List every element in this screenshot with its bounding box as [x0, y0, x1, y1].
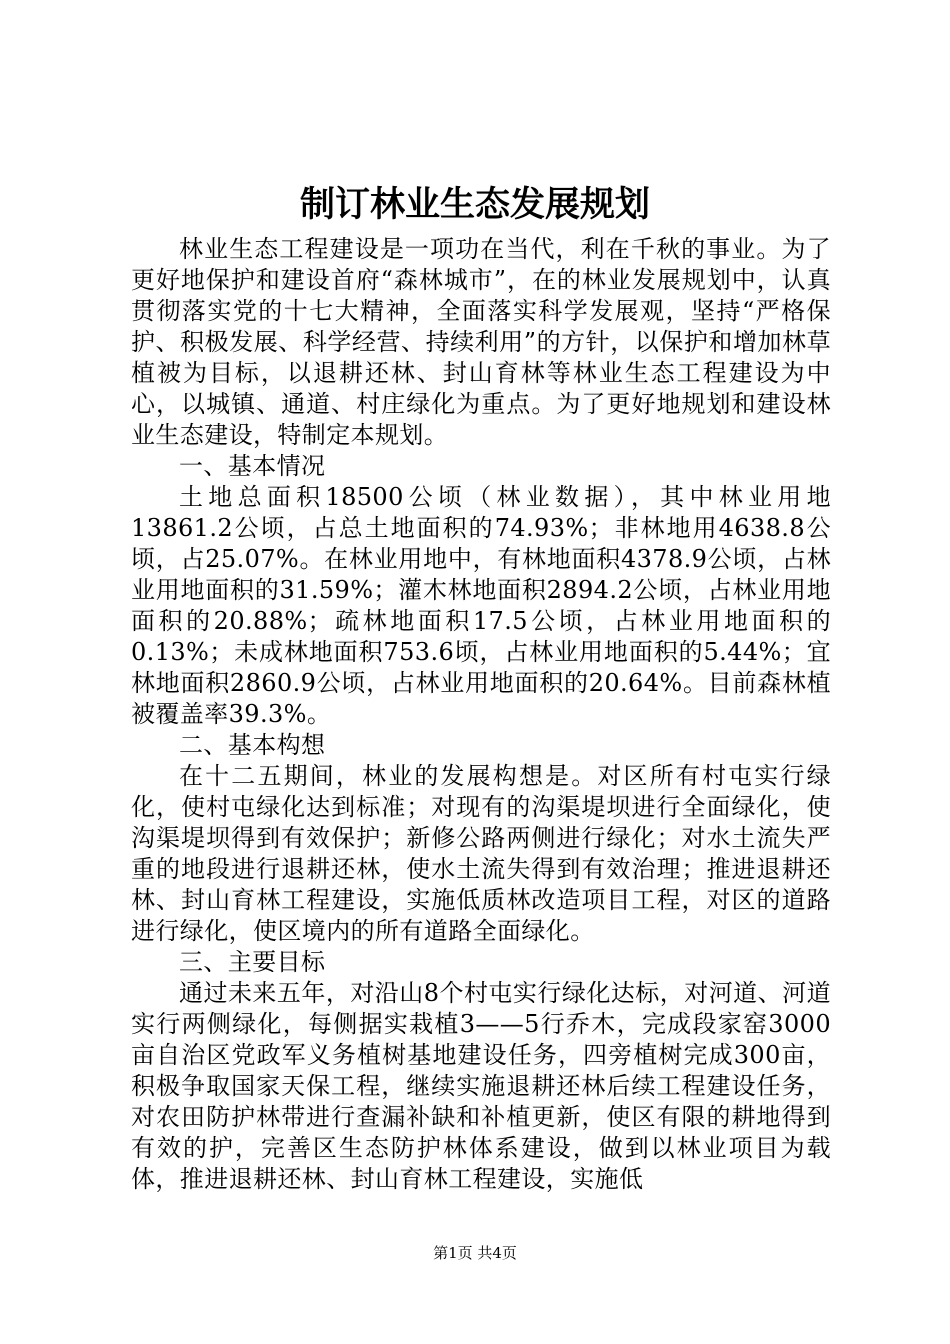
- section-heading-main-goals: 三、主要目标: [179, 948, 326, 976]
- basic-situation-paragraph: 土地总面积18500公顷（林业数据），其中林业用地13861.2公顷，占总土地面积的74.93%；非林地用4638.8公顷，占25.07%。在林业用地中，有林地面积4378.9公顷，占林业用地面积的31.59%；灌木林地面积2894.2公顷，占林业用地面积的20.88%；疏林地面积17.5公顷，占林业用地面积的0.13%；未成林地面积753.6顷，占林业用地面积的5.44%；宜林地面积2860.9公顷，占林业用地面积的20.64%。目前森林植被覆盖率39.3%。: [131, 483, 831, 728]
- intro-paragraph: 林业生态工程建设是一项功在当代，利在千秋的事业。为了更好地保护和建设首府“森林城市”，在的林业发展规划中，认真贯彻落实党的十七大精神，全面落实科学发展观，坚持“严格保护、积极发展、科学经营、持续利用”的方针，以保护和增加林草植被为目标，以退耕还林、封山育林等林业生态工程建设为中心，以城镇、通道、村庄绿化为重点。为了更好地规划和建设林业生态建设，特制定本规划。: [131, 235, 831, 449]
- main-goals-paragraph: 通过未来五年，对沿山8个村屯实行绿化达标，对河道、河道实行两侧绿化，每侧据实栽植3——5行乔木，完成段家窑3000亩自治区党政军义务植树基地建设任务，四旁植树完成300亩，积极争取国家天保工程，继续实施退耕还林后续工程建设任务，对农田防护林带进行查漏补缺和补植更新，使区有限的耕地得到有效的护，完善区生态防护林体系建设，做到以林业项目为载体，推进退耕还林、封山育林工程建设，实施低: [131, 979, 831, 1193]
- basic-concept-paragraph: 在十二五期间，林业的发展构想是。对区所有村屯实行绿化，使村屯绿化达到标准；对现有的沟渠堤坝进行全面绿化，使沟渠堤坝得到有效保护；新修公路两侧进行绿化；对水土流失严重的地段进行退耕还林，使水土流失得到有效治理；推进退耕还林、封山育林工程建设，实施低质林改造项目工程，对区的道路进行绿化，使区境内的所有道路全面绿化。: [131, 762, 831, 945]
- section-heading-basic-situation: 一、基本情况: [179, 452, 326, 480]
- page-footer: 第1页 共4页: [433, 1244, 517, 1262]
- document-body: [131, 234, 831, 1195]
- section-heading-basic-concept: 二、基本构想: [179, 731, 326, 759]
- document-title: 制订林业生态发展规划: [299, 185, 650, 225]
